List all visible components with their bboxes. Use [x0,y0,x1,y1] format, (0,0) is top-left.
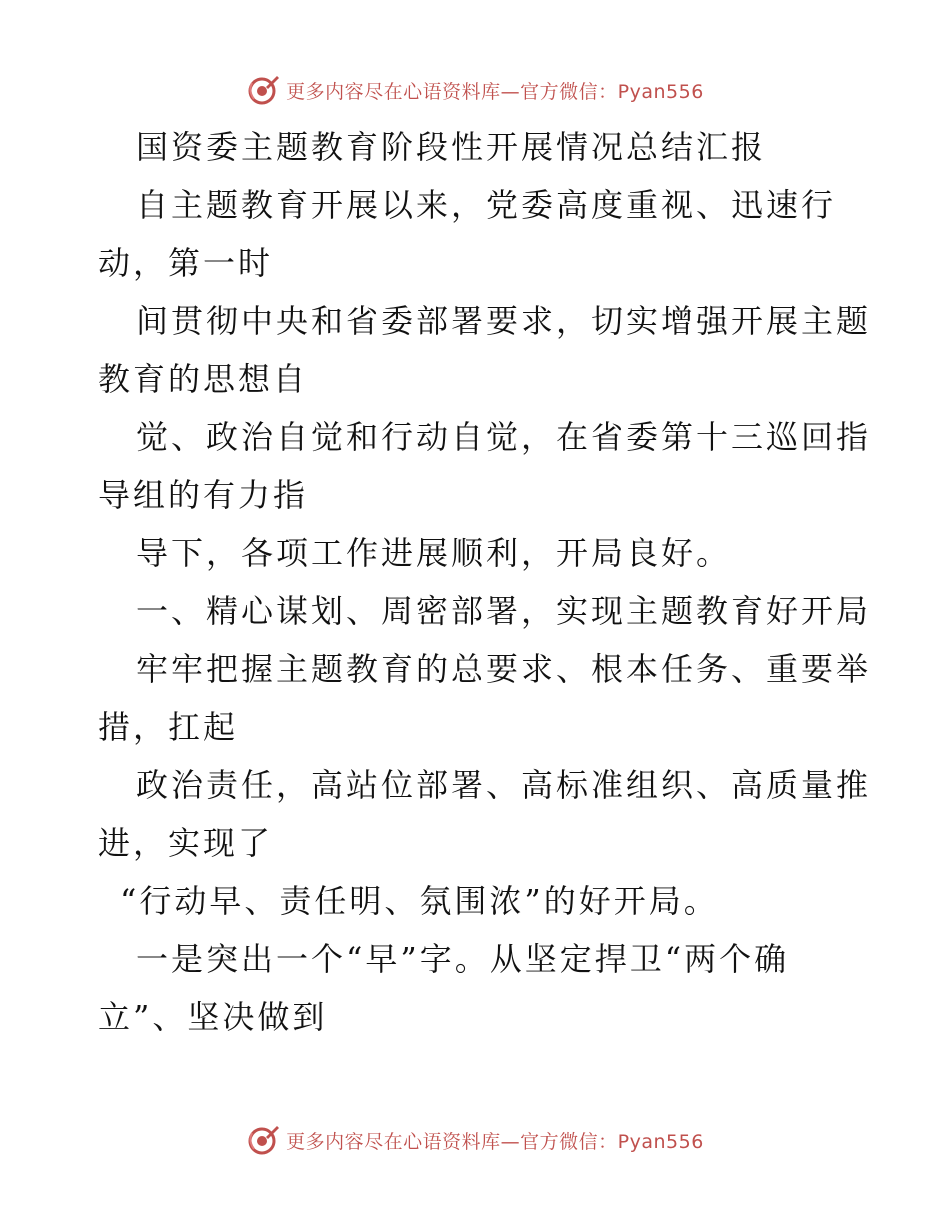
document-body [98,118,872,1046]
section-heading: 一、精心谋划、周密部署，实现主题教育好开局 [136,592,872,630]
paragraph-line: 牢牢把握主题教育的总要求、根本任务、重要举 [136,650,872,688]
pen-logo-icon [246,73,280,107]
paragraph-line: 政治责任，高站位部署、高标准组织、高质量推 [136,766,872,804]
paragraph-line: 进，实现了 [98,824,274,862]
footer-banner [0,1120,950,1160]
document-title: 国资委主题教育阶段性开展情况总结汇报 [136,128,767,166]
paragraph-line: 教育的思想自 [98,360,309,398]
paragraph-line: 立”、坚决做到 [98,998,328,1036]
paragraph-line: 一是突出一个“早”字。从坚定捍卫“两个确 [136,940,790,978]
footer-banner-text: 更多内容尽在心语资料库—官方微信：Pyan556 [286,1130,704,1153]
paragraph-line: 觉、政治自觉和行动自觉，在省委第十三巡回指 [136,418,872,456]
paragraph-line: 间贯彻中央和省委部署要求，切实增强开展主题 [136,302,872,340]
paragraph-line: “行动早、责任明、氛围浓”的好开局。 [120,882,719,920]
header-banner [0,70,950,110]
paragraph-line: 动，第一时 [98,244,274,282]
paragraph-line: 导组的有力指 [98,476,309,514]
paragraph-line: 自主题教育开展以来，党委高度重视、迅速行 [136,186,837,224]
pen-logo-icon [246,1123,280,1157]
paragraph-line: 导下，各项工作进展顺利，开局良好。 [136,534,732,572]
paragraph-line: 措，扛起 [98,708,239,746]
header-banner-text: 更多内容尽在心语资料库—官方微信：Pyan556 [286,80,704,103]
